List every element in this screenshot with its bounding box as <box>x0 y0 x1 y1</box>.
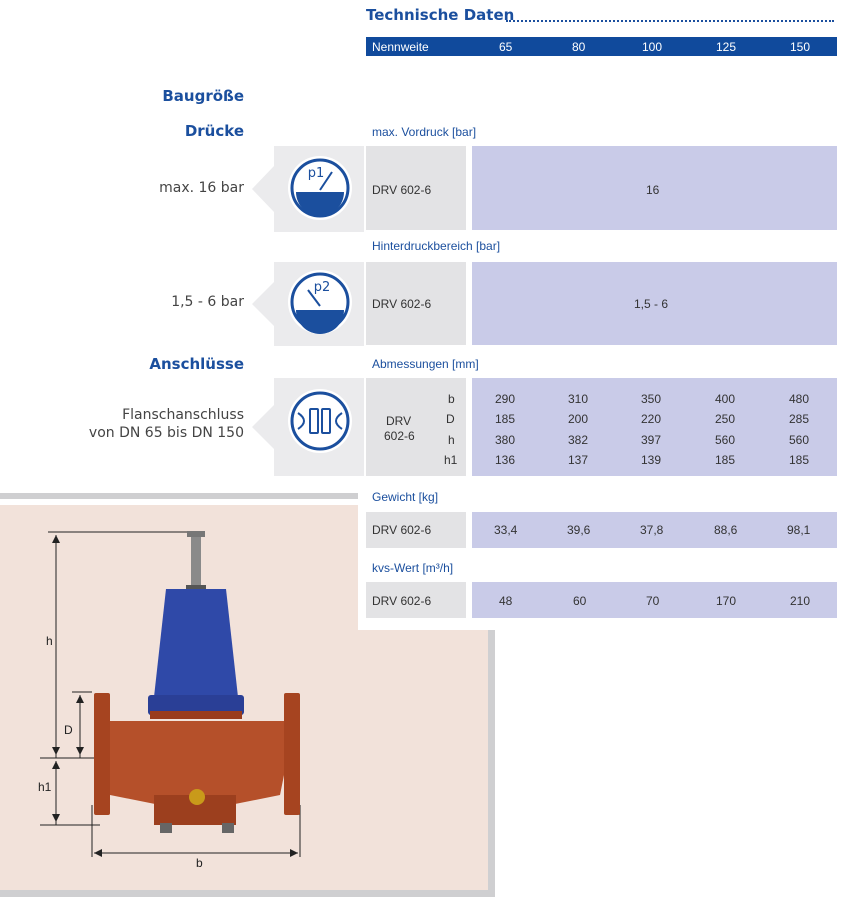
section-baugroesse: Baugröße <box>162 87 244 105</box>
dim-D-150: 285 <box>789 412 810 426</box>
size-col-150: 150 <box>790 40 811 54</box>
dimensions-model-line1: DRV <box>386 414 412 428</box>
dim-b-150: 480 <box>789 392 810 406</box>
photo-frame-right <box>488 622 495 897</box>
dim-h-100: 397 <box>641 433 662 447</box>
dim-h1-125: 185 <box>715 453 736 467</box>
gewicht-65: 33,4 <box>494 523 518 537</box>
hinterdruck-value-cell <box>472 262 837 345</box>
dim-h1-80: 137 <box>568 453 589 467</box>
gewicht-80: 39,6 <box>567 523 591 537</box>
gewicht-150: 98,1 <box>787 523 811 537</box>
dim-label-b: b <box>196 856 203 870</box>
connection-line2: von DN 65 bis DN 150 <box>88 425 244 441</box>
p1-label: p1 <box>307 166 325 181</box>
dim-h-65: 380 <box>495 433 516 447</box>
hinterdruck-caption: Hinterdruckbereich [bar] <box>372 239 501 253</box>
dim-key-D: D <box>446 412 455 426</box>
dim-label-D: D <box>64 723 73 737</box>
dim-b-65: 290 <box>495 392 516 406</box>
size-col-65: 65 <box>499 40 513 54</box>
gewicht-model-cell <box>366 512 466 548</box>
p2-label: p2 <box>313 280 331 295</box>
dim-h1-100: 139 <box>641 453 662 467</box>
dim-label-h: h <box>46 634 53 648</box>
dim-D-80: 200 <box>568 412 589 426</box>
dim-D-100: 220 <box>641 412 662 426</box>
section-druecke: Drücke <box>184 122 244 140</box>
dim-h1-65: 136 <box>495 453 516 467</box>
vordruck-left-text: max. 16 bar <box>159 180 244 196</box>
dim-label-h1: h1 <box>38 780 52 794</box>
dim-b-100: 350 <box>641 392 662 406</box>
kvs-model: DRV 602-6 <box>372 594 432 608</box>
dimensions-model-line2: 602-6 <box>384 429 415 443</box>
size-col-100: 100 <box>642 40 663 54</box>
gewicht-values-cell <box>472 512 837 548</box>
gewicht-125: 88,6 <box>714 523 738 537</box>
gewicht-model: DRV 602-6 <box>372 523 432 537</box>
kvs-100: 70 <box>646 594 660 608</box>
dimensions-values-cell <box>472 378 837 476</box>
p2-gauge-icon <box>286 268 354 336</box>
abmessungen-caption: Abmessungen [mm] <box>372 357 479 371</box>
dim-b-125: 400 <box>715 392 736 406</box>
hinterdruck-model: DRV 602-6 <box>372 297 432 311</box>
photo-frame-bottom <box>0 890 495 897</box>
section-anschluesse: Anschlüsse <box>149 355 244 373</box>
vordruck-value: 16 <box>646 183 660 197</box>
flange-icon <box>286 387 354 455</box>
kvs-80: 60 <box>573 594 587 608</box>
dim-key-h: h <box>448 433 455 447</box>
p1-gauge-icon <box>286 154 354 222</box>
dim-key-h1: h1 <box>444 453 458 467</box>
kvs-125: 170 <box>716 594 737 608</box>
kvs-model-cell <box>366 582 466 618</box>
nennweite-label: Nennweite <box>372 40 429 54</box>
size-col-80: 80 <box>572 40 586 54</box>
dim-h-125: 560 <box>715 433 736 447</box>
connection-left-text <box>44 406 244 442</box>
dim-b-80: 310 <box>568 392 589 406</box>
dim-h-80: 382 <box>568 433 589 447</box>
vordruck-value-cell <box>472 146 837 230</box>
kvs-values-cell <box>472 582 837 618</box>
hinterdruck-value: 1,5 - 6 <box>634 297 669 311</box>
title-dotted-rule <box>506 20 834 22</box>
kvs-caption: kvs-Wert [m³/h] <box>372 561 454 575</box>
dimensions-model-cell <box>366 378 466 476</box>
vordruck-caption: max. Vordruck [bar] <box>372 125 477 139</box>
kvs-65: 48 <box>499 594 513 608</box>
hinterdruck-left-text: 1,5 - 6 bar <box>171 294 244 310</box>
hinterdruck-model-cell <box>366 262 466 345</box>
kvs-150: 210 <box>790 594 811 608</box>
page-title: Technische Daten <box>366 6 515 24</box>
connection-line1: Flanschanschluss <box>122 407 244 423</box>
dim-key-b: b <box>448 392 455 406</box>
dim-h1-150: 185 <box>789 453 810 467</box>
gewicht-100: 37,8 <box>640 523 664 537</box>
vordruck-model-cell <box>366 146 466 230</box>
dim-D-65: 185 <box>495 412 516 426</box>
vordruck-model: DRV 602-6 <box>372 183 432 197</box>
gewicht-caption: Gewicht [kg] <box>372 490 439 504</box>
size-col-125: 125 <box>716 40 737 54</box>
dim-D-125: 250 <box>715 412 736 426</box>
nennweite-header-bar <box>366 37 837 56</box>
photo-frame-top <box>0 493 360 499</box>
dim-h-150: 560 <box>789 433 810 447</box>
